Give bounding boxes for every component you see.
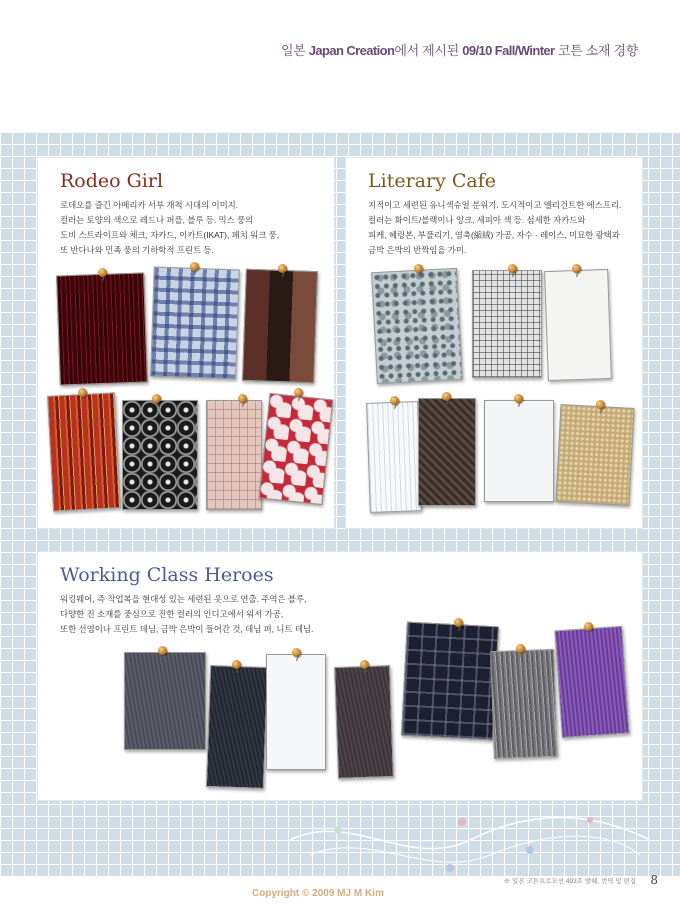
header-title-brand: Japan Creation bbox=[308, 43, 395, 58]
pushpin-icon bbox=[294, 388, 303, 397]
pushpin-icon bbox=[292, 648, 301, 657]
text-line: 워킹웨어, 즉 작업복을 현대성 있는 세련된 옷으로 연출. 주역은 블루, bbox=[60, 594, 307, 604]
pushpin-icon bbox=[390, 396, 399, 405]
working-class-heroes-panel bbox=[38, 552, 642, 800]
fabric-swatch-plum-denim bbox=[334, 665, 394, 779]
pushpin-icon bbox=[152, 394, 161, 403]
pushpin-icon bbox=[442, 392, 451, 401]
header-title-part: 에서 제시된 bbox=[394, 43, 463, 58]
page-number: 8 bbox=[650, 873, 658, 887]
pushpin-icon bbox=[190, 262, 199, 271]
rodeo-girl-panel bbox=[38, 158, 334, 528]
pushpin-icon bbox=[514, 394, 523, 403]
pushpin-icon bbox=[414, 264, 423, 273]
pushpin-icon bbox=[508, 264, 517, 273]
pushpin-icon bbox=[158, 646, 167, 655]
pushpin-icon bbox=[454, 618, 463, 627]
literary-cafe-title: Literary Cafe bbox=[368, 170, 496, 192]
fabric-swatch-geometric-print bbox=[122, 400, 198, 510]
fabric-swatch-white-denim bbox=[266, 654, 326, 770]
fabric-swatch-grey-check bbox=[472, 270, 542, 378]
text-line: 피케, 헤링본, 부풀리기, 염축(縮絨) 가공, 자수 · 레이스, 미묘한 광택과 bbox=[368, 230, 620, 240]
pushpin-icon bbox=[584, 622, 593, 631]
text-line: 로데오를 즐긴 아메리카 서부 개척 시대의 이미지. bbox=[60, 200, 239, 210]
fabric-swatch-plaid-denim bbox=[401, 622, 499, 741]
pushpin-icon bbox=[516, 644, 525, 653]
fabric-swatch-white-jacquard bbox=[484, 400, 554, 502]
text-line: 컬러는 화이트/블랙이나 잉크, 세피아 색 등. 섬세한 자카드와 bbox=[368, 215, 586, 225]
fabric-swatch-leopard-jacquard bbox=[371, 268, 463, 384]
fabric-swatch-gold-shimmer bbox=[555, 404, 634, 506]
literary-cafe-panel bbox=[346, 158, 642, 528]
pushpin-icon bbox=[572, 264, 581, 273]
fabric-swatch-pink-check bbox=[206, 400, 262, 510]
header-title-part: 일본 bbox=[280, 43, 309, 58]
footer-source-note: ※ 일본 코튼프로모션 493호 발췌, 번역 및 편집 bbox=[503, 878, 636, 885]
fabric-swatch-sepia-herringbone bbox=[418, 398, 476, 506]
page-header bbox=[281, 40, 638, 59]
text-line: 또 반다나와 민족 풍의 기하학적 프린트 등. bbox=[60, 245, 214, 255]
working-class-heroes-description bbox=[60, 592, 313, 637]
pushpin-icon bbox=[360, 660, 369, 669]
pushpin-icon bbox=[98, 268, 107, 277]
text-line: 도비 스트라이프와 체크, 자카드, 이카트(IKAT), 패치 워크 풍, bbox=[60, 230, 280, 240]
fabric-swatch-grey-denim bbox=[124, 652, 206, 750]
rodeo-girl-title: Rodeo Girl bbox=[60, 170, 164, 192]
fabric-swatch-patchwork bbox=[242, 269, 318, 383]
text-line: 또한 선염이나 프린트 데님, 금박 은박이 들어간 것, 데님 퍼, 니트 데님. bbox=[60, 624, 314, 634]
literary-cafe-description bbox=[368, 198, 621, 258]
fabric-swatch-ikat-stripe bbox=[47, 392, 121, 511]
text-line: 컬러는 토양의 색으로 레드나 퍼플, 블루 등. 믹스 풍의 bbox=[60, 215, 254, 225]
text-line: 다양한 진 소재를 중심으로 진한 컬러의 인디고에서 워서 가공, bbox=[60, 609, 284, 619]
pushpin-icon bbox=[278, 264, 287, 273]
working-class-heroes-title: Working Class Heroes bbox=[60, 564, 274, 586]
pushpin-icon bbox=[238, 394, 247, 403]
fabric-swatch-white-pique bbox=[544, 269, 612, 381]
header-title-season: 09/10 Fall/Winter bbox=[462, 43, 555, 58]
text-line: 지적이고 세련된 유니섹슈얼 분위기. 도시적이고 엘리건트한 에스프리. bbox=[368, 200, 622, 210]
text-line: 금박 은박의 반짝임을 가미. bbox=[368, 245, 467, 255]
decorative-swirl bbox=[290, 800, 650, 880]
fabric-swatch-bandana-print bbox=[259, 393, 334, 505]
copyright-notice: Copyright © 2009 MJ M Kim bbox=[252, 888, 384, 899]
fabric-swatch-plaid bbox=[150, 267, 240, 380]
pushpin-icon bbox=[78, 388, 87, 397]
fabric-swatch-washed-denim bbox=[490, 649, 558, 759]
header-title-part: 코튼 소재 경향 bbox=[554, 43, 638, 58]
fabric-swatch-purple-knit-denim bbox=[554, 626, 629, 738]
fabric-swatch-indigo-denim bbox=[206, 665, 268, 789]
fabric-swatch-dobby-stripe bbox=[56, 272, 148, 385]
fabric-swatch-white-lace bbox=[366, 401, 422, 513]
rodeo-girl-description bbox=[60, 198, 279, 258]
pushpin-icon bbox=[596, 400, 605, 409]
pushpin-icon bbox=[232, 660, 241, 669]
